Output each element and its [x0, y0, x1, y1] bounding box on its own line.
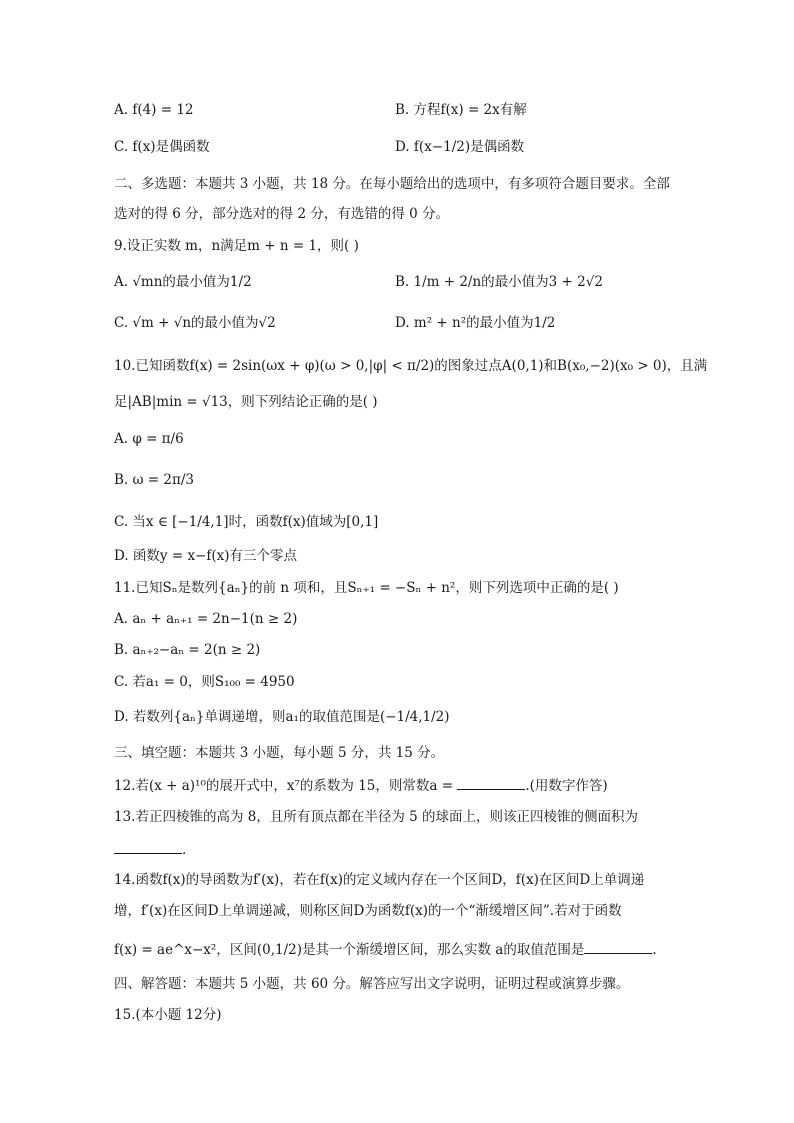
q12-text-pre: 12.若(x + a)¹⁰的展开式中，x⁷的系数为 15，则常数a = — [114, 778, 458, 794]
q11-option-c: C. 若a₁ = 0，则S₁₀₀ = 4950 — [114, 674, 295, 690]
q10-stem-line2: 足|AB|min = √13，则下列结论正确的是( ) — [114, 394, 378, 410]
q13-line2 — [114, 840, 186, 859]
q11-stem: 11.已知Sₙ是数列{aₙ}的前 n 项和，且Sₙ₊₁ = −Sₙ + n²，则下列选项中正确的是( ) — [114, 580, 619, 596]
q11-option-d: D. 若数列{aₙ}单调递增，则a₁的取值范围是(−1/4,1/2) — [114, 709, 450, 725]
section2-heading-line2: 选对的得 6 分，部分选对的得 2 分，有选错的得 0 分。 — [114, 206, 450, 222]
q12-line — [114, 776, 608, 795]
q8-option-d: D. f(x−1/2)是偶函数 — [395, 139, 525, 155]
q10-stem-line1: 10.已知函数f(x) = 2sin(ωx + φ)(ω > 0,|φ| < π/2)的图象过点A(0,1)和B(x₀,−2)(x₀ > 0)，且满 — [114, 358, 708, 374]
q11-option-b: B. aₙ₊₂−aₙ = 2(n ≥ 2) — [114, 642, 261, 658]
q14-text-pre: f(x) = ae^x−x²，区间(0,1/2)是其一个渐缓增区间，那么实数 a的取值范围是 — [114, 942, 585, 958]
q15-header: 15.(本小题 12分) — [114, 1007, 222, 1023]
q13-answer-blank[interactable] — [114, 840, 182, 854]
q9-option-b: B. 1/m + 2/n的最小值为3 + 2√2 — [395, 274, 603, 290]
q14-line1: 14.函数f(x)的导函数为f′(x)，若在f(x)的定义域内存在一个区间D，f(x)在区间D上单调递 — [114, 872, 645, 888]
q10-option-d: D. 函数y = x−f(x)有三个零点 — [114, 548, 298, 564]
q13-text-post: . — [182, 842, 187, 858]
section2-heading-line1: 二、多选题：本题共 3 小题，共 18 分。在每小题给出的选项中，有多项符合题目要求。全部 — [114, 176, 670, 192]
q12-text-post: .(用数字作答) — [525, 778, 608, 794]
q9-option-c: C. √m + √n的最小值为√2 — [114, 315, 276, 331]
q12-answer-blank[interactable] — [457, 776, 525, 790]
q8-option-b: B. 方程f(x) = 2x有解 — [395, 102, 527, 118]
section3-heading: 三、填空题：本题共 3 小题，每小题 5 分，共 15 分。 — [114, 745, 445, 761]
q10-option-a: A. φ = π/6 — [114, 431, 184, 447]
section4-heading: 四、解答题：本题共 5 小题，共 60 分。解答应写出文字说明，证明过程或演算步骤。 — [114, 976, 630, 992]
q8-option-a: A. f(4) = 12 — [114, 102, 194, 118]
q10-option-c: C. 当x ∈ [−1/4,1]时，函数f(x)值域为[0,1] — [114, 514, 379, 530]
q9-option-d: D. m² + n²的最小值为1/2 — [395, 315, 556, 331]
q11-option-a: A. aₙ + aₙ₊₁ = 2n−1(n ≥ 2) — [114, 611, 298, 627]
q14-line3 — [114, 940, 657, 959]
q13-line1: 13.若正四棱锥的高为 8，且所有顶点都在半径为 5 的球面上，则该正四棱锥的侧面积为 — [114, 809, 639, 825]
q14-line2: 增，f′(x)在区间D上单调递减，则称区间D为函数f(x)的一个“渐缓增区间”.若对于函数 — [114, 903, 622, 919]
q8-option-c: C. f(x)是偶函数 — [114, 139, 210, 155]
q9-stem: 9.设正实数 m，n满足m + n = 1，则( ) — [114, 238, 359, 254]
q14-text-post: . — [652, 942, 657, 958]
q10-option-b: B. ω = 2π/3 — [114, 472, 195, 488]
q14-answer-blank[interactable] — [584, 940, 652, 954]
q9-option-a: A. √mn的最小值为1/2 — [114, 274, 252, 290]
